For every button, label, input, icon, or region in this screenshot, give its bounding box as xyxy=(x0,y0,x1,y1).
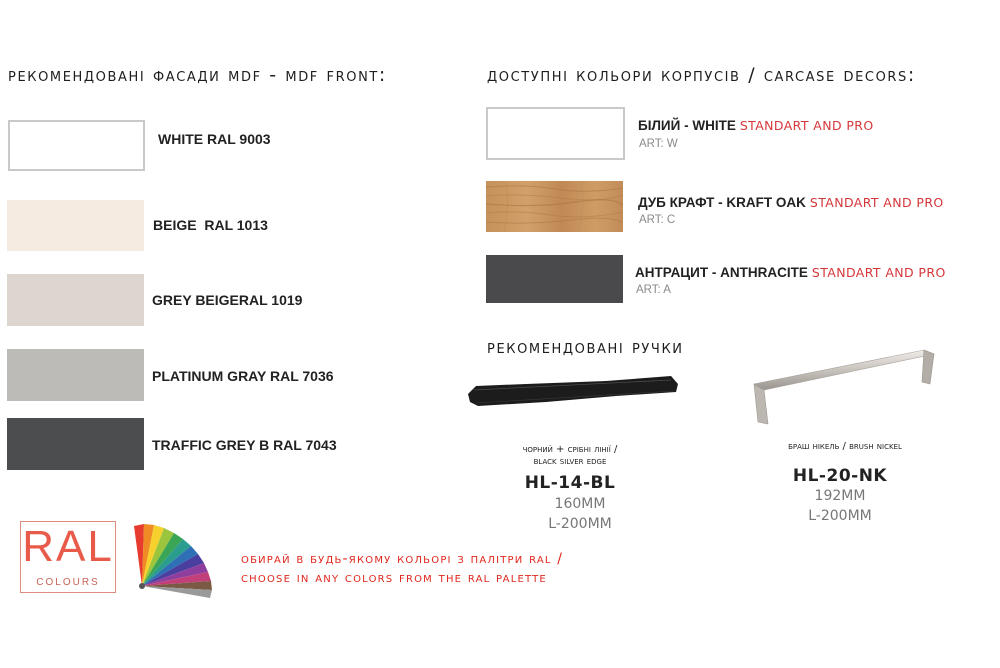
handle-code: HL-20-NK xyxy=(792,466,888,486)
ral-colours-logo xyxy=(20,521,116,593)
carcase-series: STANDART AND PRO xyxy=(809,195,944,210)
carcase-name xyxy=(638,195,944,210)
carcase-series: STANDART AND PRO xyxy=(739,118,874,133)
carcase-name xyxy=(638,118,874,133)
handle-dim-1: 160MM xyxy=(554,496,606,512)
swatch-carcase-kraft-oak xyxy=(486,181,623,232)
swatch-label: BEIGE RAL 1013 xyxy=(153,217,268,233)
carcase-name-text: БІЛИЙ - WHITE xyxy=(638,118,736,133)
handles-section-title: рекомендовані ручки xyxy=(487,336,684,358)
handle-caption-line1: браш нікель / brush nickel xyxy=(788,441,902,452)
mdf-section-title: рекомендовані фасади mdf - mdf front: xyxy=(8,64,387,86)
swatch-carcase-white xyxy=(486,107,625,160)
ral-note-line2: choose in any colors from the ral palette xyxy=(241,570,547,586)
swatch-label: TRAFFIC GREY B RAL 7043 xyxy=(152,437,337,453)
ral-note-line1: обирай в будь-якому кольорі з палітри ral / xyxy=(241,551,564,567)
handle-caption xyxy=(760,441,930,453)
ral-logo-subtext: COLOURS xyxy=(36,577,100,588)
swatch-traffic-grey-b-ral-7043 xyxy=(7,418,144,470)
swatch-label: WHITE RAL 9003 xyxy=(158,131,271,147)
carcase-series: STANDART AND PRO xyxy=(811,265,946,280)
ral-color-fan-icon xyxy=(128,516,224,602)
carcase-name xyxy=(635,265,946,280)
swatch-beige-ral-1013 xyxy=(7,200,144,251)
handle-dim-1: 192MM xyxy=(814,488,866,504)
carcase-section-title: доступні кольори корпусів / carcase decors: xyxy=(487,64,916,86)
carcase-art: ART: W xyxy=(639,138,678,150)
wood-grain-texture xyxy=(486,181,623,232)
handle-caption-line1: чорний + срібні лінії / xyxy=(522,444,618,455)
ral-logo-text: RAL xyxy=(22,522,114,571)
handle-hl-14-bl-image xyxy=(466,372,681,410)
swatch-grey-beige-ral-1019 xyxy=(7,274,144,326)
carcase-art: ART: A xyxy=(636,284,671,296)
carcase-name-text: ДУБ КРАФТ - KRAFT OAK xyxy=(638,195,806,210)
swatch-platinum-gray-ral-7036 xyxy=(7,349,144,401)
handle-dim xyxy=(530,494,630,534)
handle-dim-2: L-200MM xyxy=(548,516,612,532)
swatch-carcase-anthracite xyxy=(486,255,623,303)
handle-caption-line2: black silver edge xyxy=(533,456,607,467)
swatch-label: GREY BEIGERAL 1019 xyxy=(152,292,303,308)
handle-hl-20-nk-image xyxy=(748,344,940,428)
handle-dim-2: L-200MM xyxy=(808,508,872,524)
ral-palette-note xyxy=(241,550,563,588)
handle-code: HL-14-BL xyxy=(524,473,616,493)
swatch-label: PLATINUM GRAY RAL 7036 xyxy=(152,368,334,384)
carcase-art: ART: C xyxy=(639,214,676,226)
swatch-white-ral-9003 xyxy=(8,120,145,171)
handle-dim xyxy=(790,486,890,526)
carcase-name-text: АНТРАЦИТ - ANTHRACITE xyxy=(635,265,808,280)
handle-caption xyxy=(500,444,640,468)
